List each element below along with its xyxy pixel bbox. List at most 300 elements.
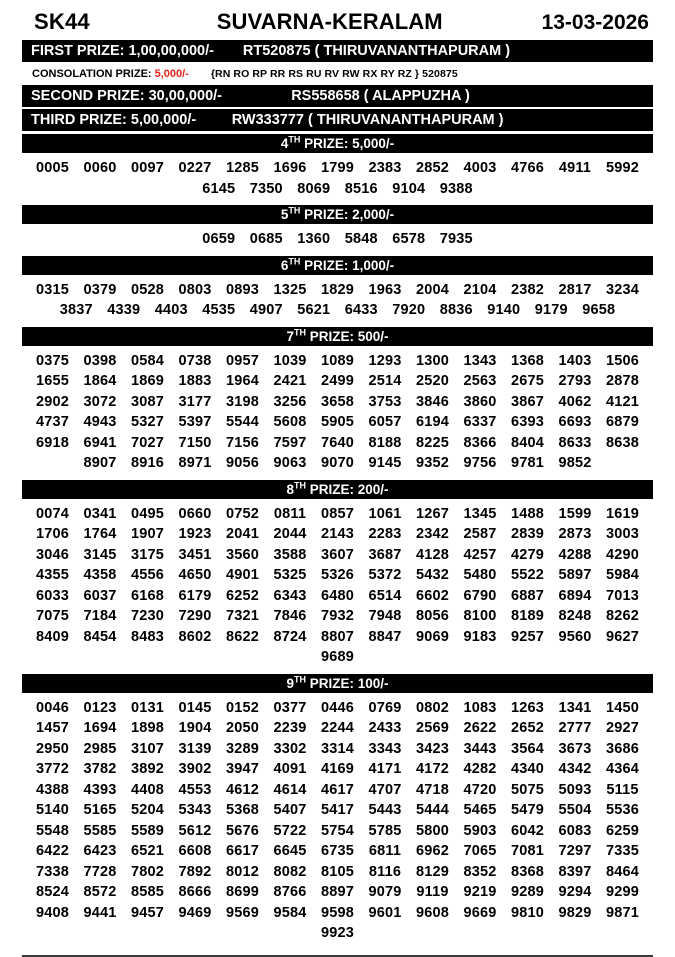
number-row (22, 392, 653, 413)
winning-number: 5165 (83, 802, 117, 818)
consolation-prize-row (22, 64, 653, 83)
winning-number: 1300 (415, 352, 450, 369)
winning-number: 5548 (35, 822, 70, 839)
winning-number: 4553 (178, 781, 212, 798)
winning-number: 6337 (463, 414, 497, 430)
winning-number: 4290 (605, 546, 640, 563)
winning-number: 1263 (510, 699, 545, 716)
winning-number: 0957 (225, 352, 260, 369)
prize-7-ordinal-suffix: TH (293, 327, 306, 337)
winning-number: 4171 (368, 761, 402, 777)
number-row (22, 903, 653, 924)
winning-number: 2514 (368, 373, 402, 389)
winning-number: 0893 (225, 281, 260, 298)
winning-number: 9457 (130, 904, 165, 921)
footer-divider (22, 955, 653, 957)
winning-number: 5585 (83, 822, 117, 839)
winning-number: 5397 (178, 414, 212, 430)
first-prize-bar (22, 40, 653, 62)
third-prize-ticket: RW333777 ( THIRUVANANTHAPURAM ) (231, 112, 504, 128)
winning-number: 5115 (606, 781, 639, 798)
winning-number: 8699 (225, 884, 260, 900)
winning-number: 6887 (510, 587, 545, 604)
winning-number: 1285 (225, 160, 260, 176)
winning-number: 4911 (558, 160, 592, 176)
winning-number: 0145 (178, 699, 212, 716)
number-row (22, 280, 653, 301)
winning-number: 9119 (416, 884, 449, 900)
winning-number: 7150 (178, 434, 212, 451)
prize-8-ordinal: 8 (286, 481, 294, 497)
consolation-label: CONSOLATION PRIZE: (32, 67, 152, 80)
winning-number: 6194 (415, 414, 450, 430)
winning-number: 3588 (273, 546, 307, 563)
winning-number: 9388 (439, 180, 473, 197)
winning-number: 3177 (178, 393, 212, 410)
winning-number: 8262 (605, 608, 640, 624)
winning-number: 1343 (463, 352, 497, 369)
number-row (22, 565, 653, 586)
winning-number: 6578 (392, 231, 426, 247)
winning-number: 2852 (415, 160, 450, 176)
winning-number: 2104 (463, 281, 497, 298)
lottery-code: SK44 (34, 9, 90, 34)
winning-number: 3658 (320, 393, 355, 410)
winning-number: 8366 (463, 434, 497, 451)
winning-number: 3902 (178, 761, 212, 777)
winning-number: 5905 (320, 414, 355, 430)
winning-number: 7230 (130, 608, 165, 624)
winning-number: 8897 (320, 884, 355, 900)
winning-number: 3867 (510, 393, 545, 410)
winning-number: 5326 (320, 567, 355, 583)
winning-number: 1089 (320, 352, 355, 369)
winning-number: 2777 (558, 720, 592, 736)
document-header (0, 0, 675, 40)
winning-number: 5992 (605, 160, 640, 176)
number-row (22, 504, 653, 525)
winning-number: 5608 (273, 414, 307, 430)
winning-number: 3145 (83, 546, 117, 563)
winning-number: 9658 (582, 302, 616, 318)
prize-7-heading (22, 327, 653, 346)
winning-number: 7802 (130, 863, 165, 880)
winning-number: 6083 (558, 822, 592, 839)
winning-number: 2004 (415, 281, 450, 298)
winning-number: 6042 (510, 822, 545, 839)
winning-number: 3837 (59, 302, 93, 318)
winning-number: 6521 (130, 843, 165, 859)
winning-number: 8464 (605, 863, 640, 880)
winning-number: 8189 (510, 608, 545, 624)
winning-number: 7184 (83, 608, 117, 624)
winning-number: 0315 (35, 281, 70, 298)
winning-number: 6617 (225, 843, 260, 859)
winning-number: 5800 (415, 822, 450, 839)
winning-number: 3892 (130, 761, 165, 777)
winning-number: 9560 (558, 628, 592, 645)
winning-number: 8622 (225, 628, 260, 645)
winning-number: 5903 (463, 822, 497, 839)
winning-number: 4288 (558, 546, 592, 563)
prize-8-heading (22, 480, 653, 499)
winning-number: 1488 (510, 505, 545, 522)
winning-number: 2244 (320, 720, 355, 736)
winning-number: 9781 (510, 455, 545, 471)
winning-number: 8100 (463, 608, 497, 624)
winning-number: 3772 (35, 761, 70, 777)
winning-number: 4766 (510, 160, 545, 176)
winning-number: 4556 (130, 567, 165, 583)
winning-number: 1799 (320, 160, 355, 176)
winning-number: 1345 (463, 505, 497, 522)
winning-number: 5984 (605, 567, 640, 583)
winning-number: 8766 (273, 884, 307, 900)
winning-number: 5417 (320, 802, 355, 818)
winning-number: 4737 (35, 414, 70, 430)
winning-number: 6057 (368, 414, 402, 430)
number-row (22, 412, 653, 433)
winning-number: 1883 (178, 373, 212, 389)
draw-date: 13-03-2026 (541, 11, 649, 34)
winning-number: 6433 (344, 302, 378, 318)
number-row (22, 453, 653, 474)
winning-number: 4720 (463, 781, 497, 798)
winning-number: 4282 (463, 761, 497, 777)
number-row (22, 586, 653, 607)
winning-number: 3234 (605, 281, 640, 298)
number-row (22, 627, 653, 648)
winning-number: 9829 (558, 904, 592, 921)
winning-number: 0660 (178, 505, 212, 522)
winning-number: 4091 (273, 761, 307, 777)
winning-number: 6645 (273, 843, 307, 859)
winning-number: 0152 (225, 699, 260, 716)
winning-number: 6514 (368, 587, 402, 604)
number-row (22, 524, 653, 545)
winning-number: 8069 (297, 180, 331, 197)
winning-number: 8225 (415, 434, 450, 451)
winning-number: 8105 (320, 863, 355, 880)
winning-number: 6037 (83, 587, 117, 604)
winning-number: 3046 (35, 546, 70, 563)
winning-number: 5676 (225, 822, 260, 839)
winning-number: 5093 (558, 781, 592, 798)
winning-number: 7156 (225, 434, 260, 451)
winning-number: 2873 (558, 526, 592, 542)
winning-number: 5343 (178, 802, 212, 818)
winning-number: 1599 (558, 505, 592, 522)
winning-number: 7338 (35, 863, 70, 880)
winning-number: 9079 (368, 884, 402, 900)
winning-number: 0375 (35, 352, 70, 369)
winning-number: 6259 (605, 822, 640, 839)
winning-number: 7935 (439, 231, 473, 247)
winning-number: 5848 (344, 231, 378, 247)
winning-number: 9923 (320, 925, 355, 941)
third-prize-label: THIRD PRIZE: 5,00,000/- (31, 112, 197, 128)
winning-number: 4388 (35, 781, 70, 798)
winning-number: 4364 (605, 761, 640, 777)
winning-number: 4617 (320, 781, 355, 798)
winning-number: 8012 (225, 863, 260, 880)
winning-number: 4612 (225, 781, 260, 798)
winning-number: 9627 (605, 628, 640, 645)
winning-number: 5465 (463, 802, 497, 818)
prize-5-ordinal: 5 (280, 207, 289, 222)
number-row (22, 351, 653, 372)
winning-number: 3564 (510, 740, 545, 757)
winning-number: 4614 (273, 781, 307, 798)
winning-number: 6179 (178, 587, 212, 604)
number-row (22, 300, 653, 321)
winning-number: 8248 (558, 608, 592, 624)
winning-number: 1293 (368, 352, 402, 369)
number-row (22, 759, 653, 780)
winning-number: 0659 (202, 231, 236, 247)
winning-number: 1907 (130, 526, 165, 542)
winning-number: 8368 (510, 863, 545, 880)
winning-number: 4718 (415, 781, 450, 798)
winning-number: 5407 (273, 802, 307, 818)
winning-number: 7948 (368, 608, 402, 624)
winning-number: 3947 (225, 761, 260, 777)
prize-9-amount-label: PRIZE: 100/- (305, 675, 389, 691)
winning-number: 3686 (605, 740, 640, 757)
winning-number: 2283 (368, 526, 402, 542)
winning-number: 8516 (344, 180, 378, 197)
winning-number: 4650 (178, 567, 212, 583)
winning-number: 8836 (439, 302, 473, 318)
winning-number: 4172 (415, 761, 450, 777)
results-body (0, 40, 675, 947)
number-row (22, 821, 653, 842)
winning-number: 3302 (273, 740, 307, 757)
winning-number: 9810 (510, 904, 545, 921)
winning-number: 1267 (415, 505, 450, 522)
winning-number: 4279 (510, 546, 545, 563)
winning-number: 0811 (273, 505, 307, 522)
winning-number: 8116 (368, 863, 402, 880)
winning-number: 4358 (83, 567, 117, 583)
winning-number: 1341 (558, 699, 592, 716)
prize-4-heading (22, 134, 653, 153)
winning-number: 2569 (415, 720, 450, 736)
winning-number: 7597 (273, 434, 307, 451)
winning-number: 1403 (558, 352, 592, 369)
prize-4-amount-label: PRIZE: 5,000/- (300, 136, 395, 151)
prize-7-amount-label: PRIZE: 500/- (305, 328, 389, 344)
winning-number: 5325 (273, 567, 307, 583)
winning-number: 1869 (130, 373, 165, 389)
winning-number: 8724 (273, 628, 307, 645)
winning-number: 5621 (297, 302, 331, 318)
winning-number: 9219 (463, 884, 497, 900)
winning-number: 6480 (320, 587, 355, 604)
winning-number: 8352 (463, 863, 497, 880)
winning-number: 9145 (368, 455, 402, 471)
winning-number: 7932 (320, 608, 355, 624)
winning-number: 8585 (130, 884, 165, 900)
winning-number: 3072 (83, 393, 117, 410)
winning-number: 1325 (273, 281, 307, 298)
number-row (22, 739, 653, 760)
winning-number: 4339 (107, 302, 141, 318)
winning-number: 1039 (273, 352, 307, 369)
winning-number: 8666 (178, 884, 212, 900)
winning-number: 3314 (320, 740, 355, 757)
winning-number: 2421 (273, 373, 307, 389)
winning-number: 7081 (510, 843, 545, 859)
winning-number: 5140 (35, 802, 70, 818)
winning-number: 2878 (605, 373, 640, 389)
winning-number: 9289 (510, 884, 545, 900)
winning-number: 0060 (83, 160, 117, 176)
prize-6-ordinal-suffix: TH (288, 256, 301, 266)
winning-number: 0752 (225, 505, 260, 522)
winning-number: 4342 (558, 761, 592, 777)
winning-number: 4901 (225, 567, 260, 583)
prize-8-amount-label: PRIZE: 200/- (305, 481, 389, 497)
winning-number: 2433 (368, 720, 402, 736)
winning-number: 5612 (178, 822, 212, 839)
winning-number: 6735 (320, 843, 355, 859)
winning-number: 0769 (368, 699, 402, 716)
winning-number: 1368 (510, 352, 545, 369)
winning-number: 1457 (35, 720, 70, 736)
winning-number: 5368 (225, 802, 260, 818)
winning-number: 6879 (605, 414, 640, 430)
winning-number: 3753 (368, 393, 402, 410)
winning-number: 7013 (605, 587, 640, 604)
prize-9-numbers (22, 695, 653, 947)
winning-number: 0341 (83, 505, 117, 522)
winning-number: 9063 (273, 455, 307, 471)
winning-number: 3139 (178, 740, 212, 757)
winning-number: 3289 (225, 740, 260, 757)
winning-number: 0685 (249, 231, 283, 247)
prize-8-numbers (22, 501, 653, 671)
winning-number: 9689 (320, 649, 355, 665)
winning-number: 1450 (605, 699, 640, 716)
prize-tier-list (22, 134, 653, 947)
winning-number: 0738 (178, 352, 212, 369)
winning-number: 9871 (605, 904, 640, 921)
winning-number: 3175 (130, 546, 165, 563)
winning-number: 2499 (320, 373, 355, 389)
winning-number: 9056 (225, 455, 260, 471)
winning-number: 2793 (558, 373, 592, 389)
winning-number: 4340 (510, 761, 545, 777)
prize-5-heading (22, 205, 653, 224)
number-row (22, 606, 653, 627)
winning-number: 2839 (510, 526, 545, 542)
number-row (22, 800, 653, 821)
number-row (22, 780, 653, 801)
winning-number: 9569 (225, 904, 260, 921)
winning-number: 0379 (83, 281, 117, 298)
prize-6-numbers (22, 277, 653, 324)
prize-4-numbers (22, 155, 653, 202)
winning-number: 7920 (392, 302, 426, 318)
winning-number: 6811 (368, 843, 402, 859)
winning-number: 8638 (605, 434, 640, 451)
winning-number: 9598 (320, 904, 355, 921)
number-row (22, 545, 653, 566)
winning-number: 8602 (178, 628, 212, 645)
winning-number: 1963 (368, 281, 402, 298)
winning-number: 4169 (320, 761, 355, 777)
winning-number: 8807 (320, 628, 355, 645)
winning-number: 9756 (463, 455, 497, 471)
winning-number: 0584 (130, 352, 165, 369)
winning-number: 5722 (273, 822, 307, 839)
prize-7-numbers (22, 348, 653, 477)
winning-number: 6168 (130, 587, 165, 604)
winning-number: 2041 (225, 526, 260, 542)
winning-number: 3560 (225, 546, 260, 563)
number-row (22, 882, 653, 903)
winning-number: 4943 (83, 414, 117, 430)
winning-number: 8572 (83, 884, 117, 900)
winning-number: 7846 (273, 608, 307, 624)
winning-number: 5589 (130, 822, 165, 839)
winning-number: 1904 (178, 720, 212, 736)
winning-number: 2520 (415, 373, 450, 389)
winning-number: 6918 (35, 434, 70, 451)
lottery-name: SUVARNA-KERALAM (216, 9, 443, 34)
winning-number: 6033 (35, 587, 70, 604)
winning-number: 1923 (178, 526, 212, 542)
winning-number: 1706 (35, 526, 70, 542)
winning-number: 2950 (35, 740, 70, 757)
winning-number: 0097 (130, 160, 165, 176)
winning-number: 4355 (35, 567, 70, 583)
winning-number: 8454 (83, 628, 117, 645)
winning-number: 8082 (273, 863, 307, 880)
winning-number: 3782 (83, 761, 117, 777)
winning-number: 0046 (35, 699, 70, 716)
winning-number: 9852 (558, 455, 592, 471)
winning-number: 6393 (510, 414, 545, 430)
winning-number: 7350 (249, 180, 283, 197)
winning-number: 5897 (558, 567, 592, 583)
winning-number: 3846 (415, 393, 450, 410)
winning-number: 7640 (320, 434, 355, 451)
number-row (22, 841, 653, 862)
winning-number: 9104 (392, 180, 426, 197)
prize-6-amount-label: PRIZE: 1,000/- (300, 257, 395, 273)
winning-number: 2044 (273, 526, 307, 542)
winning-number: 1898 (130, 720, 165, 736)
winning-number: 0123 (83, 699, 117, 716)
winning-number: 0005 (35, 160, 70, 176)
winning-number: 1964 (225, 373, 260, 389)
prize-7-ordinal: 7 (286, 328, 294, 344)
winning-number: 4707 (368, 781, 402, 798)
winning-number: 5443 (368, 802, 402, 818)
winning-number: 6423 (83, 843, 117, 859)
winning-number: 3343 (368, 740, 402, 757)
winning-number: 1696 (273, 160, 307, 176)
prize-9-ordinal-suffix: TH (293, 674, 306, 684)
winning-number: 9140 (487, 302, 521, 318)
winning-number: 9294 (558, 884, 592, 900)
winning-number: 2622 (463, 720, 497, 736)
prize-5-ordinal-suffix: TH (288, 205, 301, 216)
winning-number: 3423 (415, 740, 450, 757)
winning-number: 4128 (415, 546, 450, 563)
